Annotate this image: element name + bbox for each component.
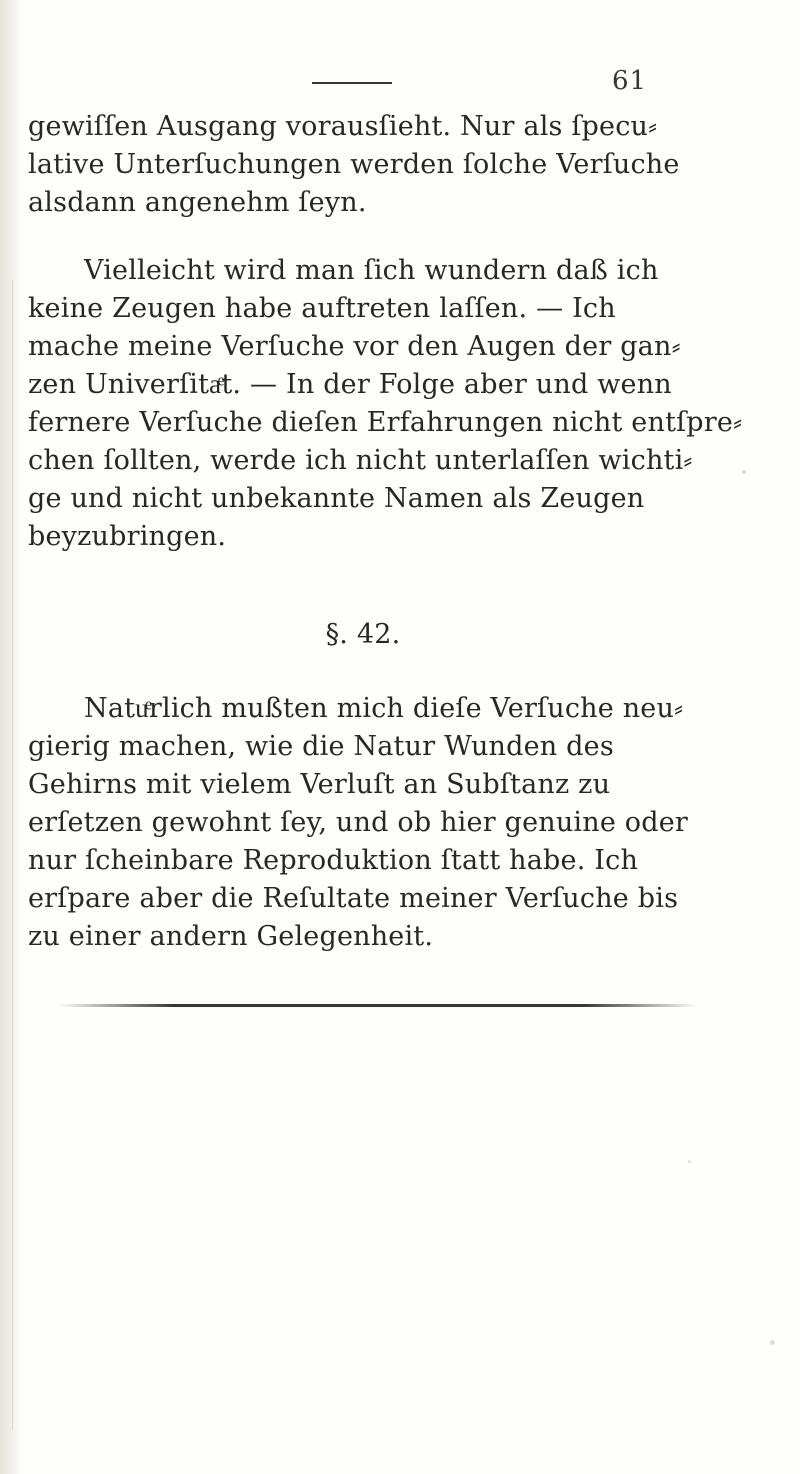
paragraph-2: [28, 252, 758, 556]
text-line: lative Unterſuchungen werden ſolche Verſuche: [28, 149, 680, 180]
text-line: chen ſollten, werde ich nicht unterlaſſen wichti⸗: [28, 445, 693, 476]
text-line: gewiſſen Ausgang vorausſieht. Nur als ſpecu⸗: [28, 111, 658, 142]
paragraph-3: [28, 690, 758, 956]
text-line: ge und nicht unbekannte Namen als Zeugen: [28, 483, 645, 514]
text-line: erſetzen gewohnt ſey, und ob hier genuine oder: [28, 807, 689, 838]
body-text: [28, 108, 758, 956]
text-line: fernere Verſuche dieſen Erfahrungen nicht entſpre⸗: [28, 407, 743, 438]
text-line: Gehirns mit vielem Verluſt an Subſtanz zu: [28, 769, 611, 800]
text-line: erſpare aber die Reſultate meiner Verſuche bis: [28, 883, 679, 914]
text-line: Natuͤrlich mußten mich dieſe Verſuche neu⸗: [84, 693, 684, 724]
text-line: gierig machen, wie die Natur Wunden des: [28, 731, 614, 762]
text-line: alsdann angenehm ſeyn.: [28, 187, 367, 218]
page-edge-line: [12, 280, 13, 1430]
section-heading: §. 42.: [325, 619, 401, 650]
text-line: mache meine Verſuche vor den Augen der gan⸗: [28, 331, 681, 362]
page-gutter-shadow: [0, 0, 22, 1474]
text-line: zu einer andern Gelegenheit.: [28, 921, 434, 952]
paper-speck: [688, 1160, 691, 1163]
page-footer-rule: [58, 1004, 698, 1007]
page-header: [0, 62, 800, 102]
text-line: nur ſcheinbare Reproduktion ſtatt habe. Ich: [28, 845, 639, 876]
text-line: Vielleicht wird man ſich wundern daß ich: [84, 255, 659, 286]
header-ornament-rule: [312, 82, 392, 84]
paragraph-1: [28, 108, 758, 222]
page-number: 61: [612, 66, 648, 96]
text-line: keine Zeugen habe auftreten laſſen. — Ich: [28, 293, 616, 324]
paper-speck: [770, 1340, 775, 1345]
text-line: zen Univerſitaͤt. — In der Folge aber und wenn: [28, 369, 672, 400]
text-line: beyzubringen.: [28, 521, 227, 552]
